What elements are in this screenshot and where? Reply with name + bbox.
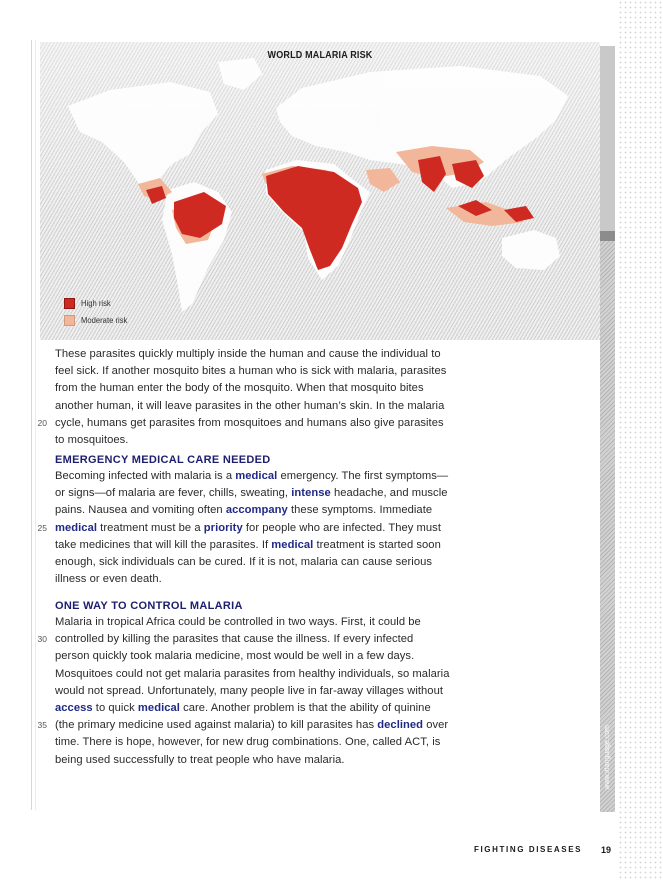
text-line	[37, 415, 525, 432]
land-north-america	[68, 82, 218, 192]
page-number: 19	[601, 845, 612, 855]
emergency-paragraph	[37, 468, 525, 588]
line-text: feel sick. If another mosquito bites a human who is sick with malaria, parasites	[55, 365, 447, 378]
sidebar-url	[600, 712, 615, 802]
line-text: or signs—of malaria are fever, chills, sweating,	[55, 487, 292, 500]
line-text: (the primary medicine used against malaria) to kill parasites has	[55, 719, 378, 732]
text-line	[55, 683, 525, 700]
vocabulary-keyword: intense	[291, 487, 331, 500]
line-text: cycle, humans get parasites from mosquitoes and humans also give parasites	[55, 416, 444, 429]
text-line	[55, 554, 525, 571]
line-text: treatment is started soon	[313, 538, 441, 551]
legend-label-high-risk: High risk	[81, 298, 111, 308]
line-text: being used successfully to treat people who have malaria.	[55, 753, 345, 766]
emergency-section	[37, 452, 525, 588]
text-line	[55, 380, 525, 397]
line-text: emergency. The first symptoms—	[277, 470, 449, 482]
high-risk-swatch	[64, 298, 75, 309]
sidebar-band-marker	[600, 231, 615, 241]
text-line	[55, 346, 525, 363]
vocabulary-keyword: medical	[55, 521, 98, 534]
high-risk-india	[418, 156, 446, 192]
left-margin-rule	[31, 40, 32, 810]
line-text: treatment must be a	[97, 521, 204, 534]
vocabulary-keyword: access	[55, 702, 93, 715]
line-number: 30	[37, 634, 47, 645]
text-line	[37, 631, 525, 648]
text-line	[55, 363, 525, 380]
text-line	[55, 502, 525, 519]
text-line	[37, 520, 525, 537]
line-text: would not spread. Unfortunately, many people live in far-away villages without	[55, 684, 443, 697]
text-line	[55, 571, 525, 588]
line-text: care. Another problem is that the ability of quinine	[179, 702, 431, 715]
map-title: WORLD MALARIA RISK	[267, 50, 373, 61]
line-text: headache, and muscle	[330, 487, 448, 500]
line-text: from the human enter the body of the mosquito. When that mosquito bites	[55, 382, 424, 395]
map-legend	[64, 296, 133, 330]
line-text: Becoming infected with malaria is a	[55, 470, 236, 482]
text-line	[55, 734, 525, 751]
text-line	[55, 485, 525, 502]
line-text: these symptoms. Immediate	[287, 504, 433, 517]
line-text: These parasites quickly multiply inside the human and cause the individual to	[55, 348, 441, 360]
text-line	[55, 666, 525, 683]
line-number: 20	[37, 417, 47, 428]
moderate-risk-swatch	[64, 315, 75, 326]
text-line	[55, 614, 525, 631]
vocabulary-keyword: medical	[271, 538, 314, 551]
line-text: take medicines that will kill the parasites. If	[55, 538, 272, 551]
text-line	[55, 398, 525, 415]
vocabulary-keyword: declined	[377, 719, 424, 732]
line-text: over	[423, 719, 449, 732]
text-line	[37, 717, 525, 734]
control-section	[37, 598, 525, 769]
line-text: to mosquitoes.	[55, 434, 129, 447]
vocabulary-keyword: medical	[137, 702, 180, 715]
moderate-risk-middle-east	[366, 168, 400, 192]
line-text: another human, it will leave parasites in the other human’s skin. In the malaria	[55, 399, 445, 412]
high-risk-sub-saharan-africa	[266, 166, 362, 270]
decorative-sidebar-band	[600, 46, 615, 812]
text-line	[55, 752, 525, 769]
legend-label-moderate-risk: Moderate risk	[81, 315, 128, 325]
section-heading-emergency: EMERGENCY MEDICAL CARE NEEDED	[55, 454, 271, 466]
vocabulary-keyword: priority	[203, 521, 243, 534]
line-text: time. There is hope, however, for new drug combinations. One, called ACT, is	[55, 736, 441, 749]
land-australia	[502, 230, 560, 270]
line-text: illness or even death.	[55, 573, 162, 586]
text-line	[55, 537, 525, 554]
vocabulary-keyword: accompany	[225, 504, 288, 517]
page-edge-dot-pattern	[618, 0, 663, 880]
line-text: for people who are infected. They must	[242, 521, 441, 534]
section-heading-control: ONE WAY TO CONTROL MALARIA	[55, 600, 243, 612]
legend-item-high-risk	[64, 296, 133, 310]
line-text: Malaria in tropical Africa could be controlled in two ways. First, it could be	[55, 616, 421, 628]
sidebar-band-cap	[600, 46, 615, 231]
text-line	[55, 700, 525, 717]
line-text: Mosquitoes could not get malaria parasites from healthy individuals, so malaria	[55, 667, 450, 680]
line-text: person quickly took malaria medicine, most would be well in a few days.	[55, 650, 415, 663]
vocabulary-keyword: medical	[235, 470, 278, 482]
land-greenland	[218, 58, 262, 90]
text-line	[55, 648, 525, 665]
line-text: pains. Nausea and vomiting often	[55, 504, 226, 517]
line-text: enough, sick individuals can be cured. If it is not, malaria can cause serious	[55, 556, 433, 569]
intro-paragraph-block	[37, 346, 525, 449]
line-number: 35	[37, 720, 47, 731]
line-text: controlled by killing the parasites that cause the illness. If every infected	[55, 633, 414, 646]
footer-section-title: FIGHTING DISEASES	[474, 845, 583, 854]
legend-item-moderate-risk	[64, 313, 133, 327]
world-malaria-map	[40, 42, 600, 340]
control-paragraph	[37, 614, 525, 769]
text-line	[55, 468, 525, 485]
line-number: 25	[37, 522, 47, 533]
sidebar-url-text: www.irlanguage.com	[604, 724, 611, 790]
intro-paragraph	[37, 346, 525, 449]
line-text: to quick	[92, 702, 138, 715]
text-line	[55, 432, 525, 449]
